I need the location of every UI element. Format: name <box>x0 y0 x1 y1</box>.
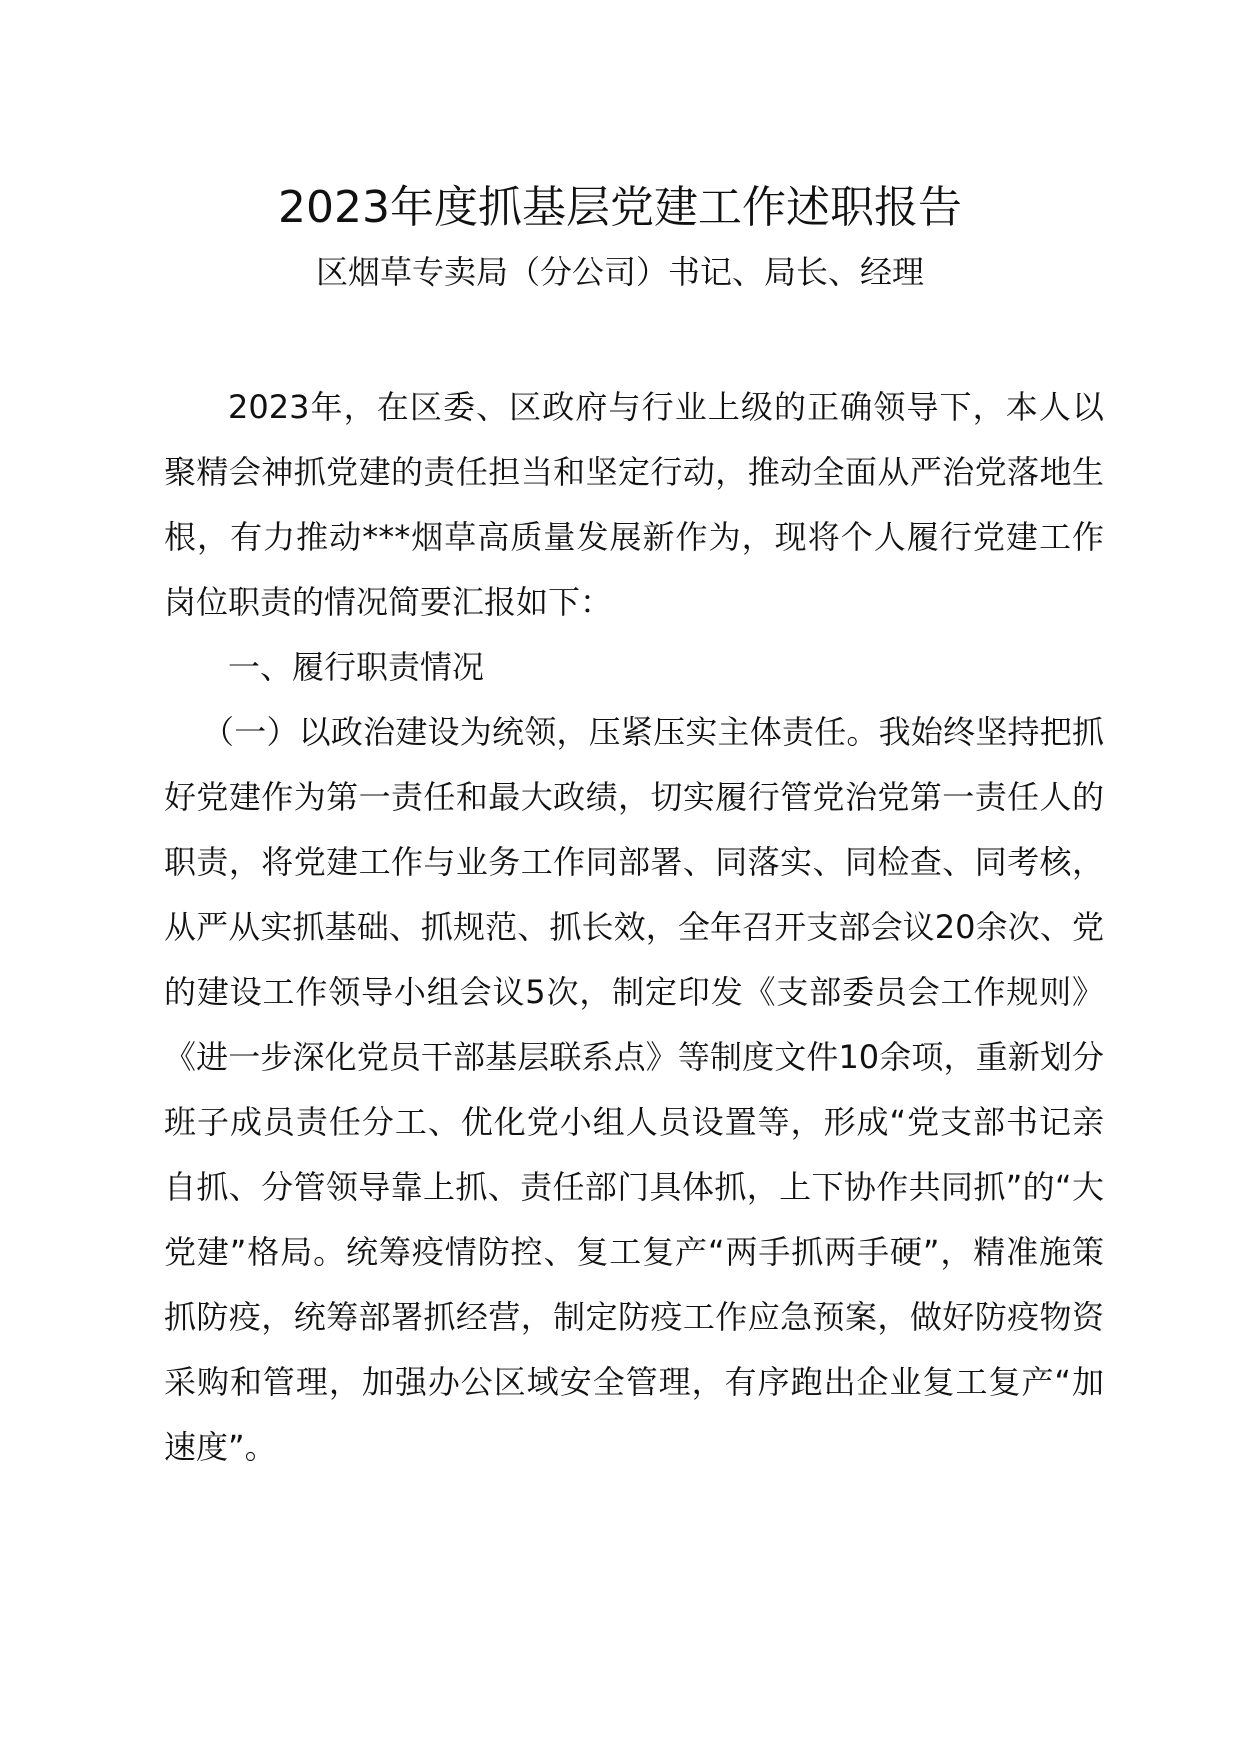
intro-paragraph: 2023年，在区委、区政府与行业上级的正确领导下，本人以聚精会神抓党建的责任担当和坚定行动，推动全面从严治党落地生根，有力推动***烟草高质量发展新作为，现将个人履行党建工作岗位职责的情况简要汇报如下： <box>164 388 1104 621</box>
document-subtitle: 区烟草专卖局（分公司）书记、局长、经理 <box>315 253 924 291</box>
document-body <box>164 375 1104 1480</box>
section-heading: 一、履行职责情况 <box>228 648 485 686</box>
document-title: 2023年度抓基层党建工作述职报告 <box>278 182 962 233</box>
subsection-paragraph: （一）以政治建设为统领，压紧压实主体责任。我始终坚持把抓好党建作为第一责任和最大政绩，切实履行管党治党第一责任人的职责，将党建工作与业务工作同部署、同落实、同检查、同考核，从严从实抓基础、抓规范、抓长效，全年召开支部会议20余次、党的建设工作领导小组会议5次，制定印发《支部委员会工作规则》《进一步深化党员干部基层联系点》等制度文件10余项，重新划分班子成员责任分工、优化党小组人员设置等，形成“党支部书记亲自抓、分管领导靠上抓、责任部门具体抓，上下协作共同抓”的“大党建”格局。统筹疫情防控、复工复产“两手抓两手硬”，精准施策抓防疫，统筹部署抓经营，制定防疫工作应急预案，做好防疫物资采购和管理，加强办公区域安全管理，有序跑出企业复工复产“加速度”。 <box>164 713 1104 1466</box>
